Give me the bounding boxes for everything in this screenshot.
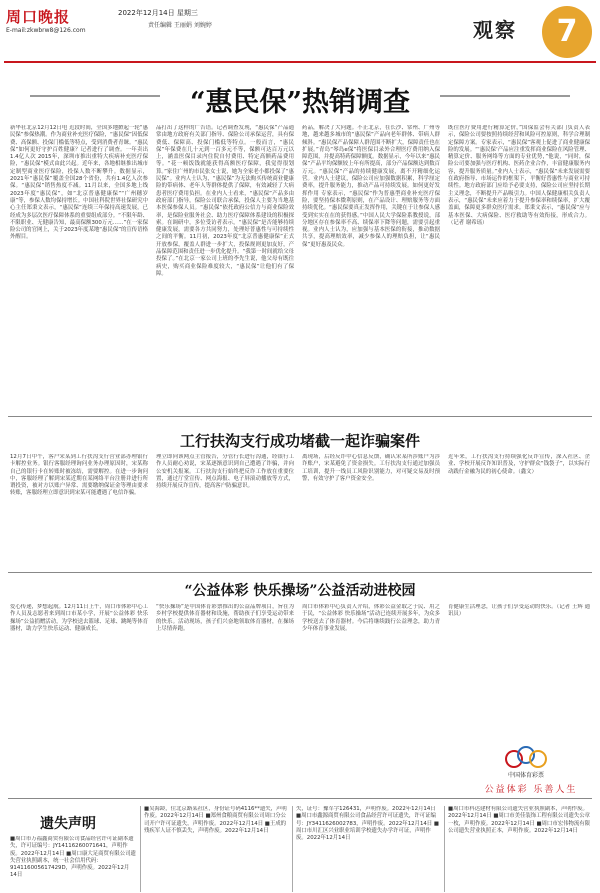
masthead-rule <box>4 61 596 63</box>
section-divider-1 <box>8 416 592 417</box>
notice-divider-3 <box>444 806 445 892</box>
notice-divider-2 <box>292 806 293 892</box>
lost-notice-heading: 遗失声明 <box>40 816 96 832</box>
article2-column-4: 近年来，工行扶沟支行持续强化反诈宣传，深入社区、企业、学校开展反诈知识普及，守护群众“钱袋子”，以实际行动践行金融为民的初心使命。（鑫文） <box>448 454 590 475</box>
sports-lottery-name: 中国体育彩票 <box>507 772 544 779</box>
article2-column-3: 离现场，后经反诈中心信息反馈，确认宋某所涉账户为涉诈账户，宋某避免了资金损失。工行扶沟支行通过加强员工培训，提升一线员工风险识别能力，对可疑交易及时预警，有效守护了客户资金安全。 <box>302 454 440 482</box>
sports-lottery-logo-icon <box>498 743 554 773</box>
section-divider-2 <box>8 572 592 573</box>
lost-notice-column-3: 失，证号：豫军字126431，声明作废。2022年12月14日 ■周口市鑫源商贸有限公司食品经营许可证遗失，许可证编号：JY3411626002783，声明作废。2022年12月14日 ■周口市川汇区兴业职业培训学校遗失办学许可证，声明作废。2022年12月14日 <box>296 806 440 842</box>
section-title: 观察 <box>473 18 517 42</box>
article1-column-3: 药品，解决了大问题。不止北京，在长沙、常州、广州等地，越来越多城市的“惠民保”产品向老年群体、带病人群倾斜。“惠民保产品保障人群范围不断扩大，保障责任也在扩展。”青岛“琴岛e保”将医保目录外合理医疗费用纳入保障范围，并提高特药保障额度。数据显示，今年以来“惠民保”产品平均保额较上年有所提高，部分产品保额达到数百万元。“惠民保”产品的持续健康发展，离不开精细化运营。业内人士建议，保险公司应加强数据积累，科学厘定费率，提升服务能力，推动产品可持续发展。如何更好发挥作用 专家表示，“惠民保”作为普惠型商业补充医疗保险，要坚持保本微利原则，在产品设计、理赔服务等方面持续优化。“惠民保要真正发挥作用，关键在于让参保人感受到实实在在的获得感。”中国人民大学保险系教授说，部分地区存在参保率不高、续保率下降等问题，需要引起重视。业内人士认为，应加强与基本医保的衔接，推动数据共享，提高理赔效率，减少参保人的理赔负担，让“惠民保”更好惠及民众。 <box>302 125 440 248</box>
sports-lottery-slogan: 公益体彩 乐善人生 <box>484 785 578 795</box>
masthead <box>0 0 600 66</box>
article2-column-1: 12月7日中午，客户宋某到工行扶沟支行营业部办理银行卡解控业务。银行客服经理询问业务办理原因时，宋某称自己的银行卡在转账时被冻结，需要解控。在进一步询问中，客服经理了解到宋某近期在某网络平台注册并进行所谓投资，被对方以账户异常、需要缴纳保证金等理由要求转账，客服经理立即意识到宋某可能遭遇了电信诈骗。 <box>10 454 148 497</box>
issue-date: 2022年12月14日 星期三 <box>118 9 198 17</box>
lost-notice-column-2: ■吴海龄，住北京路某社区，身份证号码4116**遗失，声明作废。2022年12月14日 ■郑州食粮商贸有限公司周口分公司开户许可证遗失，声明作废。2022年12月14日 ■王成的残疾军人证不慎丢失，声明作废。2022年12月14日 <box>144 806 287 834</box>
article3-column-1: 爱心传递，梦想起航。12月11日上午，周口市体彩中心工作人员及志愿者来到周口市某小学，开展“公益体彩 快乐操场”公益捐赠活动，为学校送去篮球、足球、跳绳等体育器材，助力学生快乐运动、健康成长。 <box>10 604 148 632</box>
page-number-badge: 7 <box>542 6 592 58</box>
lost-notice-column-4: ■周口市科达建材有限公司遗失营业执照副本，声明作废。2022年12月14日 ■周口市美佳装饰工程有限公司遗失公章一枚，声明作废。2022年12月14日 ■周口市宏伟物流有限公司遗失营业执照正本，声明作废。2022年12月14日 <box>448 806 591 834</box>
page-editors: 责任编辑 王丽娟 刘婉婷 <box>148 22 212 29</box>
notice-divider-1 <box>140 806 141 892</box>
article2-column-2: 理立即向该网点主管报告，分管行长进行沟通，经银行工作人员耐心劝说，宋某逐渐意识到自己遭遇了诈骗，并向公安机关报案。工行扶沟支行始终把反诈工作放在重要位置，通过厅堂宣传、网点海报、电子屏滚动播放等方式，持续开展反诈宣传，提高客户防骗意识。 <box>156 454 294 490</box>
newspaper-logo: 周口晚报 <box>6 8 71 26</box>
article1-column-1: 新华社北京12月12日电 近段时间，全国多地掀起一轮“惠民保”参保热潮。作为商业补充医疗保险，“惠民保”因低保费、高保额、投保门槛低等特点，受到消费者青睐。“惠民保”如何更好守护百姓健康？记者进行了调查。一年卖出1.4亿人次 2015年，深圳市推出重特大疾病补充医疗保险，“惠民保”模式由此兴起。近年来，各地相继推出城市定制型商业医疗保险，投保人数不断攀升。数据显示，2021年“惠民保”覆盖全国28个省份，共有1.4亿人次参保。“惠民保”销售热度不减。11月以来，全国多地上线2023年度“惠民保”，如“北京普惠健康保”“广州穗岁康”等，参保人数均保持增长。中国社科院世界社保研究中心主任郑秉文表示，“惠民保”连续三年保持高速发展，已经成为多层次医疗保障体系的重要组成部分。“不限年龄、不限职业、无健康告知，最高保额300万元……”在一家保险公司的官网上，关于2023年度某地“惠民保”的宣传语格外醒目。 <box>10 125 148 241</box>
article3-column-4: 育健康生活理念，让孩子们享受运动的快乐。（记者 王辉 通讯员） <box>448 604 590 618</box>
section-divider-3 <box>8 798 592 799</box>
article1-headline: “惠民保”热销调查 <box>189 87 411 118</box>
article1-column-4: 既往医疗费用进行精算定价，”国保监会有关部门负责人表示，保险公司要按照持续经营和风险可控原则，科学合理制定保障方案。专家表示，“惠民保”客观上促进了商业健康保险的发展。“‘惠民保’产品应注重发挥商业保险在风险管理、精算定价、服务网络等方面的专业优势，”他说，“同时，保险公司要加强与医疗机构、医药企业合作，丰富健康服务内容，提升服务质量。”业内人士表示，“惠民保”未来发展需要在政府指导、市场运作的框架下，平衡好普惠性与商业可持续性。地方政府部门应给予必要支持，保险公司应坚持长期主义理念，不断提升产品吸引力。中国人保健康相关负责人表示，“惠民保”未来应着力于提升参保率和续保率，扩大覆盖面，保障更多群众医疗需求。郑秉文表示，“惠民保”应与基本医保、大病保险、医疗救助等有效衔接，形成合力。（记者 谢希瑶） <box>448 125 590 226</box>
article3-column-2: “快乐操场”是中国体育彩票推出的公益品牌项目，旨在为乡村学校提供体育器材和设施，帮助孩子们享受运动带来的快乐。活动现场，孩子们兴奋地领取体育器材，在操场上尽情奔跑。 <box>156 604 294 632</box>
lost-notice-column-1: ■周口市万福鑫商贸有限公司食品经营许可证副本遗失，许可证编号：JY14116260071641，声明作废。2022年12月14日 ■周口康大足商贸有限公司遗失营业执照副本，统一社会信用代码：914116005617429D，声明作废。2022年12月14日 <box>10 836 136 879</box>
article1-column-2: 品打出了这样的广告语。记者调查发现，“惠民保”产品通常由地方政府有关部门指导、保险公司承保运营，具有保费低、保障高、投保门槛低等特点。一般而言，“惠民保”年保费在几十元到一百多元不等，保额可达百万元以上，涵盖医保目录内住院自付费用、特定高额药品费用等。“花一顿饭钱就能获得高额医疗保障，我觉得很划算。”家住广州的市民张女士说，她为全家老小都投保了“惠民保”。业内人士认为，“惠民保”为无法购买传统商业健康险的带病体、老年人等群体提供了保障，有效减轻了大病患者医疗费用负担。在业内人士看来，“惠民保”产品多由政府部门指导，保险公司联合承保，投保人主要为当地基本医保参保人员。“惠民保”依托政府公信力与商业保险效率，是保险业服务社会、助力医疗保障体系建设的积极探索。在调研中，多位受访者表示，“惠民保”是否能够持续健康发展，需要各方共同努力，处理好普惠性与可持续性之间的平衡。11月初，2023年度“北京普惠健康保”正式开放参保，覆盖人群进一步扩大，投保规则更加友好，产品保障范围和责任进一步优化提升。“我第一时间就给父母投保了。”在北京一家公司上班的李先生说，他父母有既往病史，购买商业保险难度较大，“惠民保”让他们有了保障。 <box>156 125 294 277</box>
article2-headline: 工行扶沟支行成功堵截一起诈骗案件 <box>179 432 420 450</box>
article3-headline: “公益体彩 快乐操场”公益活动进校园 <box>184 583 416 599</box>
article3-column-3: 周口市体彩中心负责人介绍，体彩公益金取之于民、用之于民，“公益体彩 快乐操场”活动已连续开展多年，为众多学校送去了体育器材。今后将继续践行公益理念，助力青少年体育事业发展。 <box>302 604 440 632</box>
masthead-email: E-mail:zkwbrw8@126.com <box>6 27 86 34</box>
